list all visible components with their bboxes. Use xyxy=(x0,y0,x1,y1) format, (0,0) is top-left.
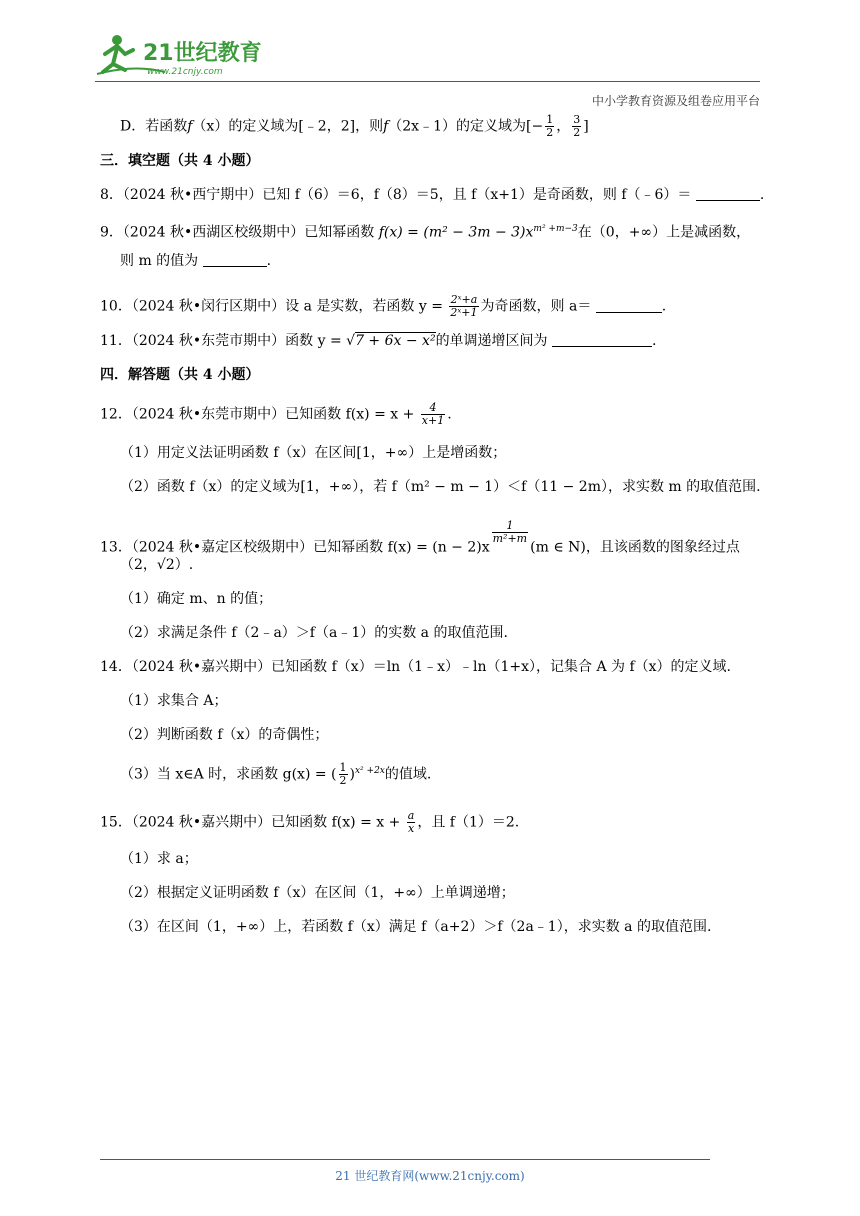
question-9: 9．（2024 秋•西湖区校级期中）已知幂函数 $f(x) = (m^2 - 3m - 3)x^{m^2 +m-3}$在（0，+∞）上是减函数， xyxy=(100,224,751,241)
answer-blank[interactable] xyxy=(596,298,662,313)
site-logo[interactable] xyxy=(95,30,265,78)
footer-divider xyxy=(100,1159,710,1160)
section-fill-in-title: 三．填空题（共 4 小题） xyxy=(100,153,260,169)
answer-blank[interactable] xyxy=(203,252,267,267)
question-15-part3: （3）在区间（1，+∞）上，若函数 f（x）满足 f（a+2）＞f（2a﹣1），求实数 a 的取值范围. xyxy=(120,919,712,935)
question-14: 14．（2024 秋•嘉兴期中）已知函数 f（x）＝ln（1﹣x）﹣ln（1+x），记集合 A 为 f（x）的定义域. xyxy=(100,659,732,675)
question-14-part3: （3）当 x∈A 时，求函数 g(x) = ( $\frac{1}{2}$ )$^{x^2 +2x}$的值域. xyxy=(120,761,432,788)
logo-sub: www.21cnjy.com xyxy=(147,67,223,77)
question-14-part2: （2）判断函数 f（x）的奇偶性； xyxy=(120,727,329,743)
logo-text: 21世纪教育 xyxy=(143,41,262,66)
answer-blank[interactable] xyxy=(552,332,652,347)
header-divider xyxy=(95,81,760,82)
page-header xyxy=(95,30,760,108)
question-9-line2: 则 m 的值为 . xyxy=(120,253,272,269)
question-15-part2: （2）根据定义证明函数 f（x）在区间（1，+∞）上单调递增； xyxy=(120,885,515,901)
logo-icon xyxy=(95,30,265,78)
question-13-part1: （1）确定 m、n 的值； xyxy=(120,591,273,607)
question-13-point: （2，√2）. xyxy=(120,557,194,573)
question-12-part2: （2）函数 f（x）的定义域为[1，+∞），若 f（m² − m − 1）＜f（11 − 2m），求实数 m 的取值范围. xyxy=(120,479,761,495)
question-11: 11．（2024 秋•东莞市期中）函数 y = √7 + 6x − x²的单调递增区间为 . xyxy=(100,333,657,349)
answer-blank[interactable] xyxy=(696,186,760,201)
platform-name: 中小学教育资源及组卷应用平台 xyxy=(591,94,760,108)
question-15: 15．（2024 秋•嘉兴期中）已知函数 f(x) = x + $\frac{a}{x}$ ，且 f（1）＝2. xyxy=(100,809,520,835)
q7-option-d: D．若函数f（x）的定义域为[﹣2，2]，则f（2x﹣1）的定义域为[− $\frac{1}{2}$ ， $\frac{3}{2}$ ] xyxy=(120,113,589,139)
question-14-part1: （1）求集合 A； xyxy=(120,693,228,709)
section-answer-title: 四．解答题（共 4 小题） xyxy=(100,367,260,383)
question-15-part1: （1）求 a； xyxy=(120,851,198,867)
question-8: 8．（2024 秋•西宁期中）已知 f（6）＝6，f（8）＝5，且 f（x+1）是奇函数，则 f（﹣6）＝ . xyxy=(100,187,765,203)
question-12: 12．（2024 秋•东莞市期中）已知函数 f(x) = x + $\frac{4}{x+1}$ . xyxy=(100,401,452,427)
question-10: 10．（2024 秋•闵行区期中）设 a 是实数，若函数 y = $\frac{\text{2ˣ+a}}{\text{2ˣ+1}}$ 为奇函数，则 a＝ . xyxy=(100,293,667,319)
footer-link[interactable]: 21 世纪教育网(www.21cnjy.com) xyxy=(335,1169,525,1183)
question-13: 13．（2024 秋•嘉定区校级期中）已知幂函数 f(x) = (n − 2)x $^{\frac{1}{\text{m²+m}}}$ (m ∈ N)，且该函数的图象经过点 xyxy=(100,519,740,556)
question-13-part2: （2）求满足条件 f（2﹣a）＞f（a﹣1）的实数 a 的取值范围. xyxy=(120,625,508,641)
question-12-part1: （1）用定义法证明函数 f（x）在区间[1，+∞）上是增函数； xyxy=(120,445,507,461)
